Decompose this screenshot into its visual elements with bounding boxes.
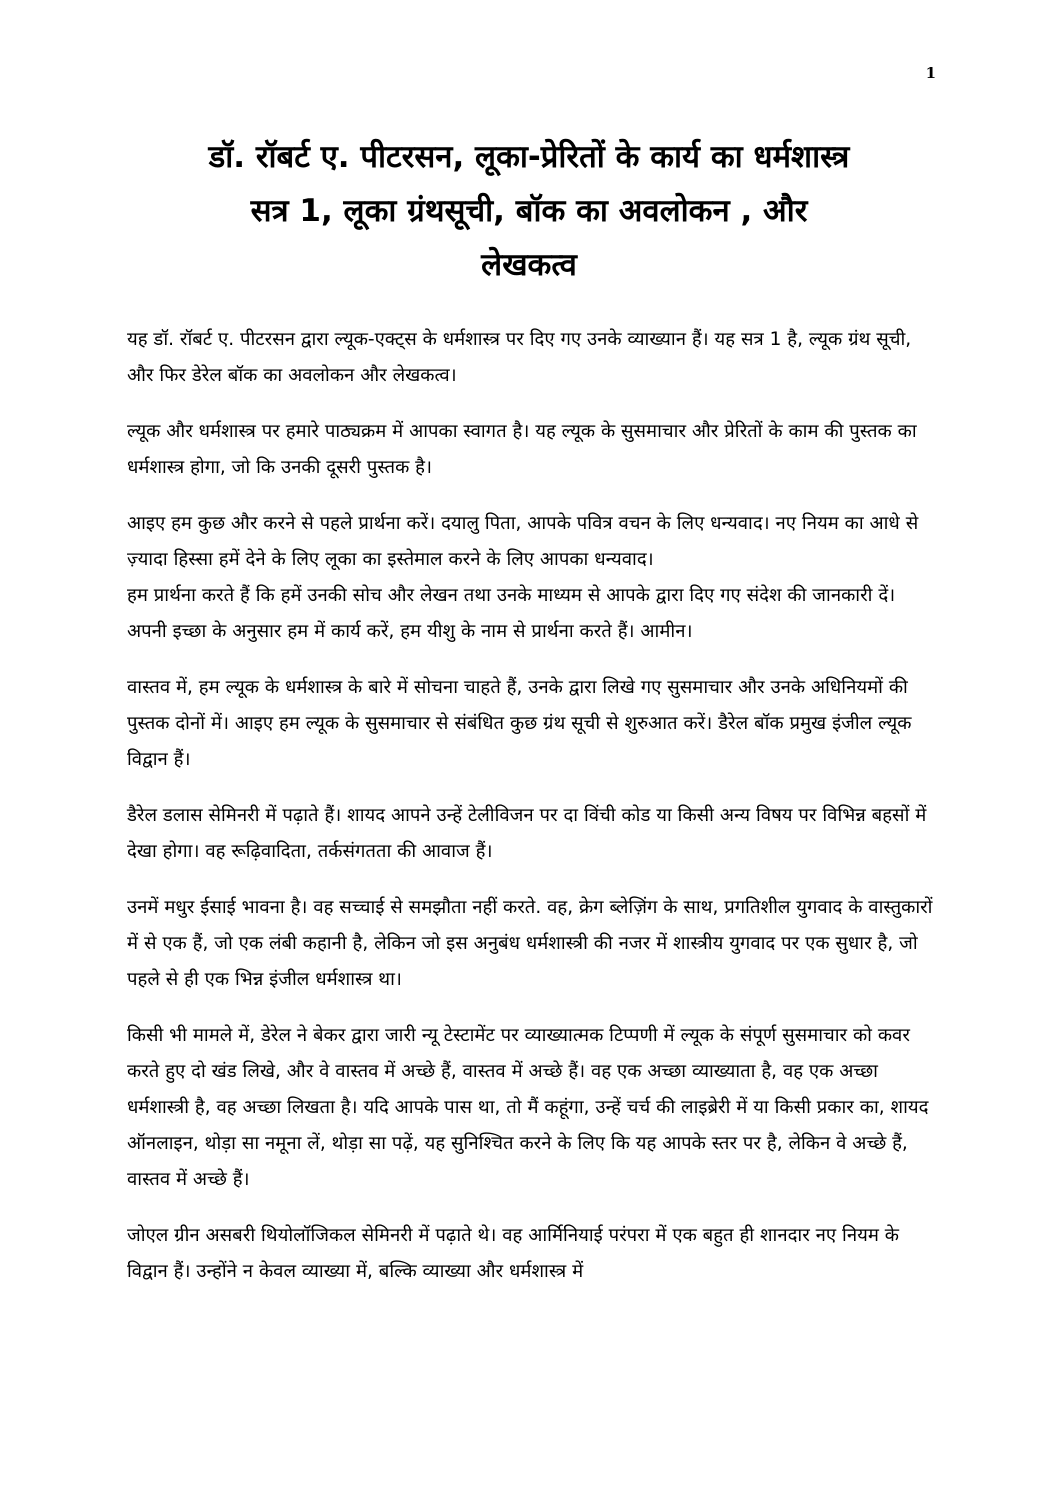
title-line-3: लेखकत्व xyxy=(481,247,577,283)
paragraph-darrell: डैरेल डलास सेमिनरी में पढ़ाते हैं। शायद आपने उन्हें टेलीविजन पर दा विंची कोड या किसी अन्य विषय पर विभिन्न बहसों में देखा होगा। वह रूढ़िवादिता, तर्कसंगतता की आवाज हैं। xyxy=(127,805,927,862)
paragraph-prayer-1: आइए हम कुछ और करने से पहले प्रार्थना करें। दयालु पिता, आपके पवित्र वचन के लिए धन्यवाद। नए नियम का आधे से ज़्यादा हिस्सा हमें देने के लिए लूका का इस्तेमाल करने के लिए आपका धन्यवाद। xyxy=(127,513,919,570)
paragraph-intro: यह डॉ. रॉबर्ट ए. पीटरसन द्वारा ल्यूक-एक्ट्स के धर्मशास्त्र पर दिए गए उनके व्याख्यान हैं। यह सत्र 1 है, ल्यूक ग्रंथ सूची, और फिर डेरेल बॉक का अवलोकन और लेखकत्व। xyxy=(127,329,912,386)
paragraph-theology: वास्तव में, हम ल्यूक के धर्मशास्त्र के बारे में सोचना चाहते हैं, उनके द्वारा लिखे गए सुसमाचार और उनके अधिनियमों की पुस्तक दोनों में। आइए हम ल्यूक के सुसमाचार से संबंधित कुछ ग्रंथ सूची से शुरुआत करें। डैरेल बॉक प्रमुख इंजील ल्यूक विद्वान हैं। xyxy=(127,677,912,770)
page-number: 1 xyxy=(925,64,936,82)
paragraph-commentary: किसी भी मामले में, डेरेल ने बेकर द्वारा जारी न्यू टेस्टामेंट पर व्याख्यात्मक टिप्पणी में ल्यूक के संपूर्ण सुसमाचार को कवर करते हुए दो खंड लिखे, और वे वास्तव में अच्छे हैं, वास्तव में अच्छे हैं। वह एक अच्छा व्याख्याता है, वह एक अच्छा धर्मशास्त्री है, वह अच्छा लिखता है। यदि आपके पास था, तो मैं कहूंगा, उन्हें चर्च की लाइब्रेरी में या किसी प्रकार का, शायद ऑनलाइन, थोड़ा सा नमूना लें, थोड़ा सा पढ़ें, यह सुनिश्चित करने के लिए कि यह आपके स्तर पर है, लेकिन वे अच्छे हैं, वास्तव में अच्छे हैं। xyxy=(127,1025,929,1190)
document-body xyxy=(127,322,937,1310)
paragraph-prayer-2: हम प्रार्थना करते हैं कि हमें उनकी सोच और लेखन तथा उनके माध्यम से आपके द्वारा दिए गए संदेश की जानकारी दें। अपनी इच्छा के अनुसार हम में कार्य करें, हम यीशु के नाम से प्रार्थना करते हैं। आमीन। xyxy=(127,585,896,642)
paragraph-welcome: ल्यूक और धर्मशास्त्र पर हमारे पाठ्यक्रम में आपका स्वागत है। यह ल्यूक के सुसमाचार और प्रेरितों के काम की पुस्तक का धर्मशास्त्र होगा, जो कि उनकी दूसरी पुस्तक है। xyxy=(127,421,917,478)
document-title xyxy=(100,130,958,292)
paragraph-joel-green: जोएल ग्रीन असबरी थियोलॉजिकल सेमिनरी में पढ़ाते थे। वह आर्मिनियाई परंपरा में एक बहुत ही शानदार नए नियम के विद्वान हैं। उन्होंने न केवल व्याख्या में, बल्कि व्याख्या और धर्मशास्त्र में xyxy=(127,1225,899,1282)
title-line-2: सत्र 1, लूका ग्रंथसूची, बॉक का अवलोकन , और xyxy=(250,193,808,229)
title-line-1: डॉ. रॉबर्ट ए. पीटरसन, लूका-प्रेरितों के कार्य का धर्मशास्त्र xyxy=(208,139,850,175)
paragraph-spirit: उनमें मधुर ईसाई भावना है। वह सच्चाई से समझौता नहीं करते. वह, क्रेग ब्लेज़िंग के साथ, प्रगतिशील युगवाद के वास्तुकारों में से एक हैं, जो एक लंबी कहानी है, लेकिन जो इस अनुबंध धर्मशास्त्री की नजर में शास्त्रीय युगवाद पर एक सुधार है, जो पहले से ही एक भिन्न इंजील धर्मशास्त्र था। xyxy=(127,897,933,990)
